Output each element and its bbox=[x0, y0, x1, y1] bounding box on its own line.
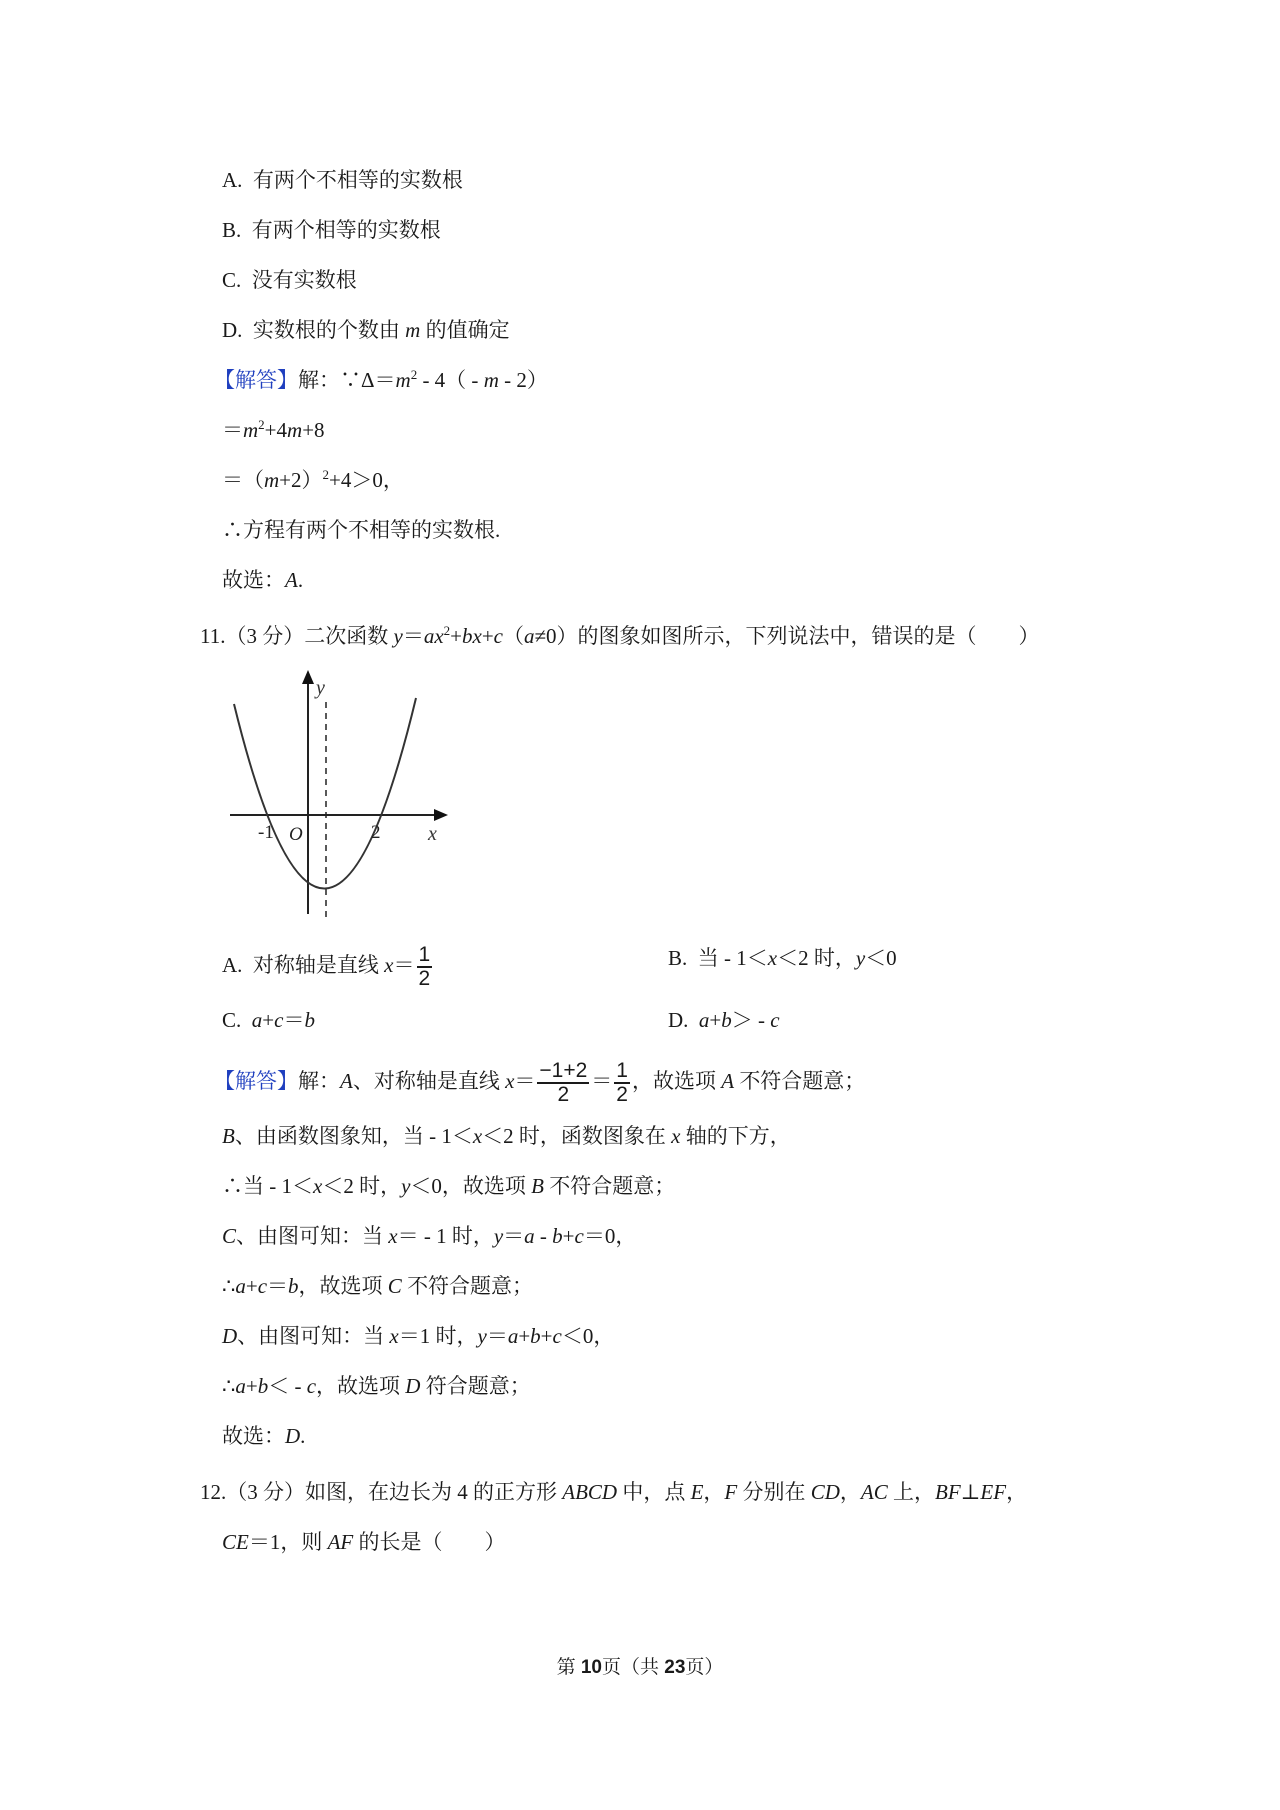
origin-label: O bbox=[289, 824, 303, 845]
q10-solution-line-1 bbox=[214, 366, 548, 394]
parabola-graph bbox=[220, 662, 460, 932]
solution-text: 解：$\because\Delta=m^2 - 4( - m - 2)$ bbox=[298, 367, 548, 392]
fraction-one-half: $\frac{1}{2}$ bbox=[418, 943, 431, 990]
footer-prefix: 第 bbox=[556, 1657, 581, 1678]
q10-solution-line-5: 故选：A. bbox=[222, 568, 304, 592]
x-axis-arrow-icon bbox=[434, 809, 448, 821]
option-letter: C. bbox=[222, 268, 242, 292]
option-text: 没有实数根 bbox=[251, 268, 357, 292]
q10-solution-line-4: ∴方程有两个不相等的实数根. bbox=[222, 518, 501, 542]
q11-solution-line-6: D、由图可知：当 x＝1 时，y＝a+b+c＜0， bbox=[222, 1324, 615, 1348]
q11-option-d: D. a+b＞ - c bbox=[668, 1008, 780, 1032]
footer-suffix: 页） bbox=[685, 1657, 724, 1678]
q12-stem-line-2: CE＝1，则 AF 的长是（ ） bbox=[222, 1530, 506, 1554]
parabola-curve bbox=[234, 698, 416, 889]
option-text: 有两个相等的实数根 bbox=[251, 218, 441, 242]
current-page-number: 10 bbox=[580, 1657, 602, 1678]
q11-solution-line-4: C、由图可知：当 x＝ - 1 时，y＝a - b+c＝0， bbox=[222, 1224, 637, 1248]
solution-text: 解：A、对称轴是直线 x＝ $\frac{-1+2}{2}$ ＝ $\frac{1}{2}$ ，故选项 A 不符合题意； bbox=[298, 1059, 866, 1106]
fraction-one-half: $\frac{1}{2}$ bbox=[616, 1059, 628, 1106]
option-text: 的值确定 bbox=[420, 318, 510, 342]
option-text: 有两个不相等的实数根 bbox=[252, 168, 463, 192]
footer-mid: 页（共 bbox=[601, 1657, 665, 1678]
total-pages: 23 bbox=[664, 1657, 686, 1678]
y-axis-arrow-icon bbox=[302, 670, 314, 684]
q10-solution-line-2: $=m^2+4m+8$ bbox=[222, 417, 325, 442]
option-text: 实数根的个数由 bbox=[252, 318, 406, 342]
variable-m: m bbox=[405, 318, 421, 342]
q10-option-d bbox=[222, 316, 510, 344]
q10-option-a bbox=[222, 166, 463, 194]
q11-solution-line-5: ∴a+c＝b，故选项 C 不符合题意； bbox=[222, 1274, 534, 1298]
option-letter: D. bbox=[222, 318, 243, 342]
q10-option-b bbox=[222, 216, 441, 244]
q11-solution-line-7: ∴a+b＜ - c，故选项 D 符合题意； bbox=[222, 1374, 531, 1398]
q11-solution-line-2: B、由函数图象知，当 - 1＜x＜2 时，函数图象在 x 轴的下方， bbox=[222, 1124, 791, 1148]
q11-option-c: C. a+c＝b bbox=[222, 1008, 315, 1032]
option-letter: A. bbox=[222, 168, 243, 192]
q11-option-b: B. 当 - 1＜x＜2 时，y＜0 bbox=[668, 946, 897, 970]
q11-option-a: A. 对称轴是直线 x＝ $\frac{1}{2}$ bbox=[222, 943, 431, 990]
q11-solution-line-3: ∴当 - 1＜x＜2 时，y＜0，故选项 B 不符合题意； bbox=[222, 1174, 676, 1198]
x-axis-label: x bbox=[428, 823, 437, 845]
tick-label-2: 2 bbox=[371, 822, 381, 843]
page-footer bbox=[0, 1652, 1280, 1679]
q11-stem: 11.（3 分）二次函数 $y=ax^2+bx+c(a\ne 0)$的图象如图所示，下列说法中，错误的是（ ） bbox=[200, 623, 1040, 648]
q12-stem-line-1: 12.（3 分）如图，在边长为 4 的正方形 ABCD 中，点 E，F 分别在 CD，AC 上，BF⊥EF， bbox=[200, 1480, 1028, 1504]
answer-label: 【解答】 bbox=[214, 1068, 298, 1093]
q11-solution-line-1 bbox=[214, 1060, 865, 1106]
option-letter: B. bbox=[222, 218, 242, 242]
answer-label: 【解答】 bbox=[214, 368, 298, 392]
q11-solution-line-8: 故选：D. bbox=[222, 1424, 306, 1448]
q10-option-c bbox=[222, 266, 357, 294]
q10-solution-line-3: $=(m+2)^2+4>0$， bbox=[222, 467, 404, 492]
fraction-sum: $\frac{-1+2}{2}$ bbox=[539, 1059, 588, 1106]
y-axis-label: y bbox=[316, 677, 325, 699]
tick-label-minus-1: -1 bbox=[258, 822, 274, 843]
